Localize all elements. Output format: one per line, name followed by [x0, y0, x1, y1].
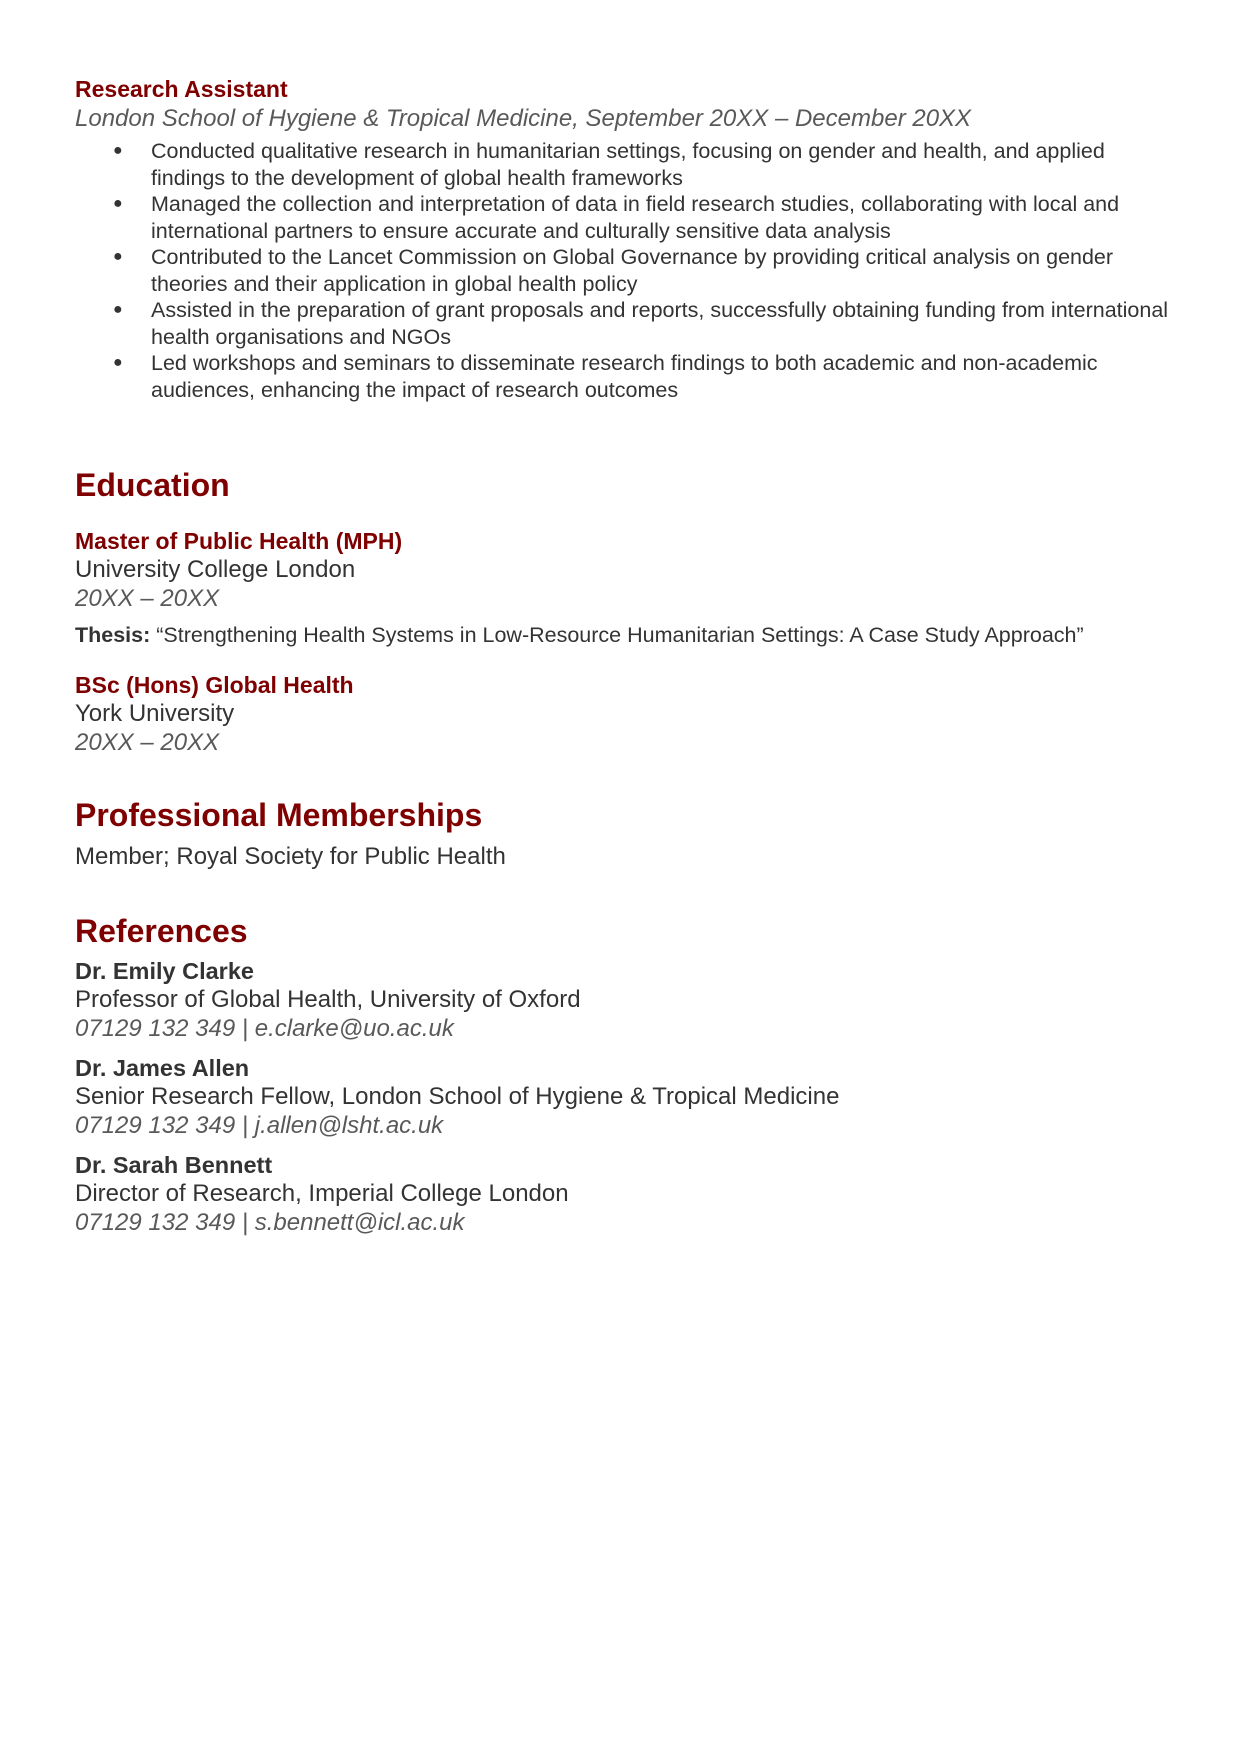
- bullet-icon: ●: [113, 248, 123, 265]
- reference-entry: [75, 1054, 1175, 1140]
- section-heading-references: References: [75, 913, 248, 949]
- bullet-text: Assisted in the preparation of grant proposals and reports, successfully obtaining funding from international health organisations and NGOs: [151, 298, 1169, 349]
- job-employer-dates: London School of Hygiene & Tropical Medicine, September 20XX – December 20XX: [75, 105, 972, 132]
- job-title: Research Assistant: [75, 76, 288, 102]
- reference-contact: 07129 132 349 | e.clarke@uo.ac.uk: [75, 1015, 454, 1042]
- membership-text: Member; Royal Society for Public Health: [75, 843, 506, 870]
- bullet-icon: ●: [113, 354, 123, 371]
- experience-entry: [75, 74, 1175, 403]
- degree-dates: 20XX – 20XX: [75, 729, 220, 756]
- bullet-text: Managed the collection and interpretation of data in field research studies, collaborating with local and international partners to ensure accurate and culturally sensitive data analysis: [151, 192, 1120, 243]
- list-item: [75, 244, 1175, 297]
- degree-title: BSc (Hons) Global Health: [75, 672, 354, 698]
- memberships-section: [75, 795, 1175, 871]
- resume-page: [75, 74, 1175, 1237]
- bullet-text: Conducted qualitative research in humanitarian settings, focusing on gender and health, and applied findings to the development of global health frameworks: [151, 139, 1105, 190]
- degree-title: Master of Public Health (MPH): [75, 528, 403, 554]
- thesis-text: “Strengthening Health Systems in Low-Resource Humanitarian Settings: A Case Study Approach”: [156, 623, 1084, 647]
- reference-role: Senior Research Fellow, London School of Hygiene & Tropical Medicine: [75, 1083, 840, 1110]
- bullet-text: Contributed to the Lancet Commission on Global Governance by providing critical analysis on gender theories and their application in global health policy: [151, 245, 1114, 296]
- list-item: [75, 191, 1175, 244]
- reference-name: Dr. Emily Clarke: [75, 958, 254, 984]
- section-heading-memberships: Professional Memberships: [75, 797, 483, 833]
- degree-dates: 20XX – 20XX: [75, 585, 220, 612]
- reference-name: Dr. Sarah Bennett: [75, 1152, 273, 1178]
- degree-entry: [75, 671, 1175, 757]
- degree-institution: York University: [75, 700, 235, 727]
- reference-name: Dr. James Allen: [75, 1055, 250, 1081]
- bullet-icon: ●: [113, 142, 123, 159]
- reference-entry: [75, 1151, 1175, 1237]
- degree-entry: [75, 527, 1175, 649]
- list-item: [75, 297, 1175, 350]
- section-heading-education: Education: [75, 467, 230, 503]
- list-item: [75, 138, 1175, 191]
- references-section: [75, 911, 1175, 1237]
- degree-thesis: [75, 621, 1175, 649]
- degree-institution: University College London: [75, 556, 356, 583]
- list-item: [75, 350, 1175, 403]
- bullet-icon: ●: [113, 301, 123, 318]
- reference-contact: 07129 132 349 | s.bennett@icl.ac.uk: [75, 1209, 465, 1236]
- reference-role: Professor of Global Health, University of Oxford: [75, 986, 581, 1013]
- reference-entry: [75, 957, 1175, 1043]
- bullet-icon: ●: [113, 195, 123, 212]
- education-section: [75, 465, 1175, 757]
- bullet-text: Led workshops and seminars to disseminate research findings to both academic and non-academic audiences, enhancing the impact of research outcomes: [151, 351, 1098, 402]
- reference-contact: 07129 132 349 | j.allen@lsht.ac.uk: [75, 1112, 444, 1139]
- job-bullet-list: [75, 138, 1175, 403]
- reference-role: Director of Research, Imperial College London: [75, 1180, 569, 1207]
- thesis-label: Thesis:: [75, 623, 151, 647]
